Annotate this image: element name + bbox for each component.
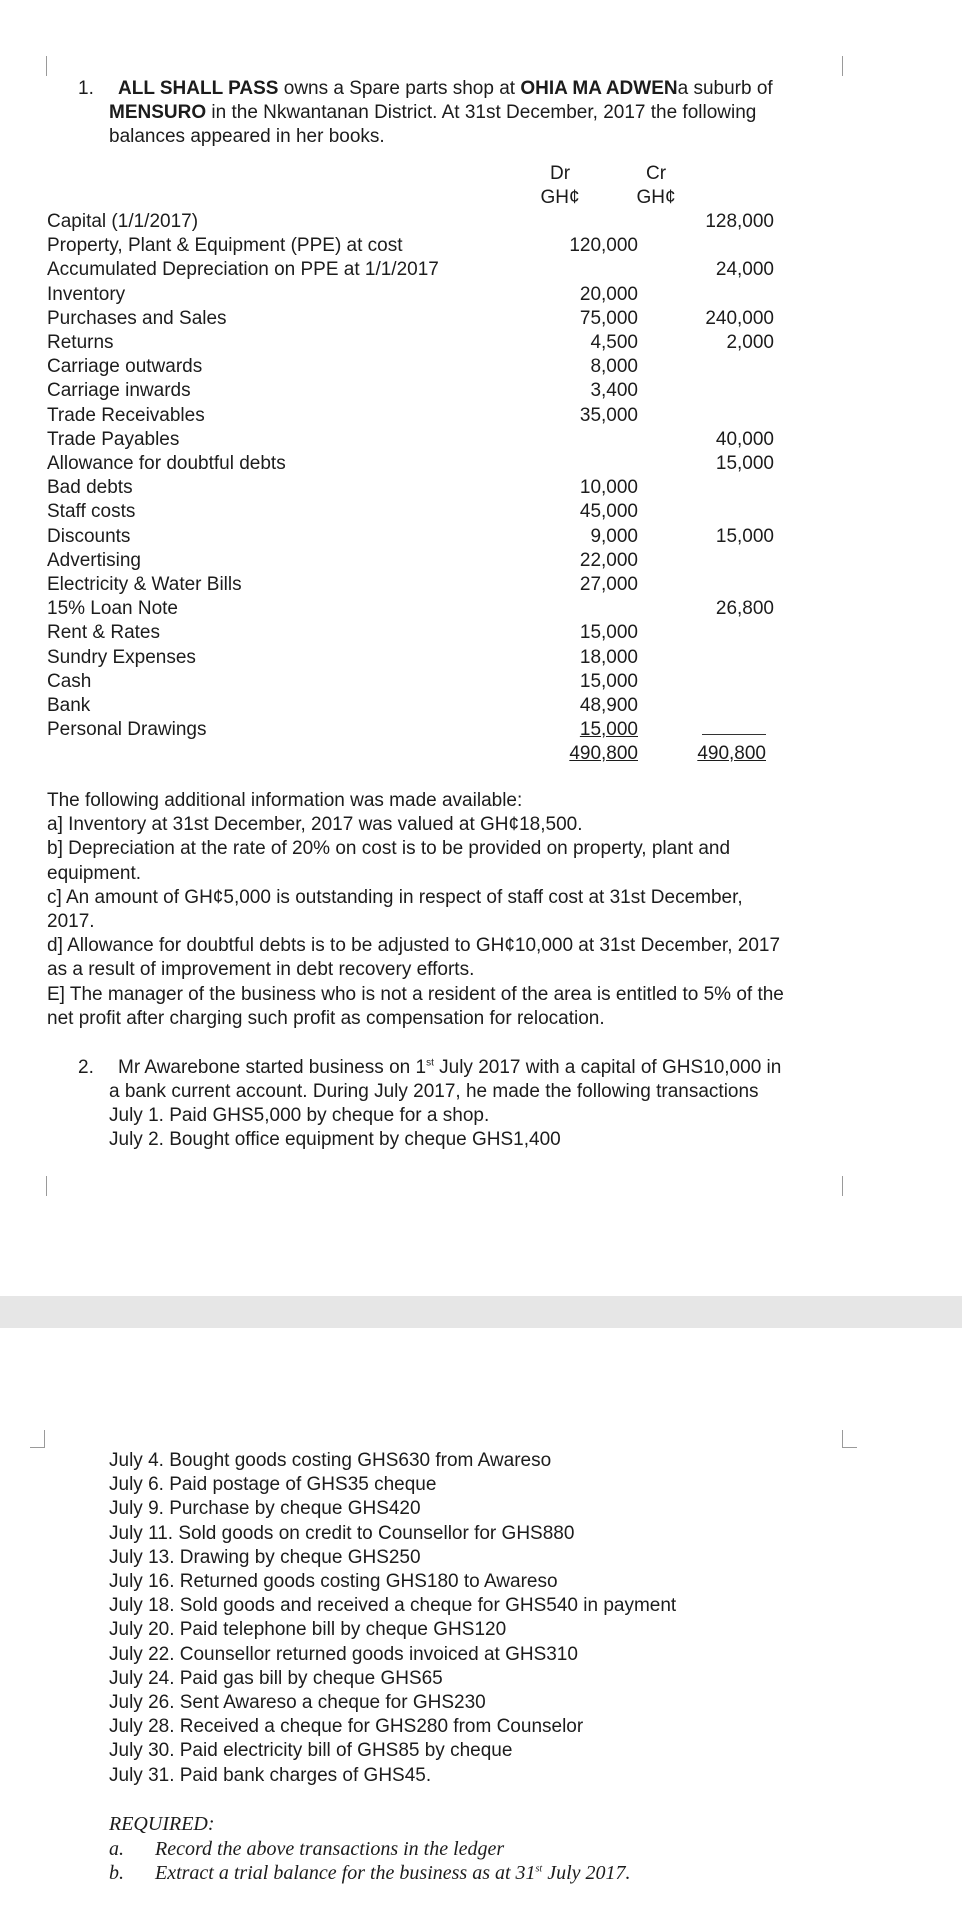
tb-row-label: Trade Receivables bbox=[47, 404, 205, 426]
transaction-line: July 2. Bought office equipment by cheque GHS1,400 bbox=[109, 1129, 561, 1150]
tb-row-credit: 240,000 bbox=[705, 307, 774, 329]
credit-column-header: Cr bbox=[645, 163, 667, 184]
tb-row-debit: 18,000 bbox=[579, 646, 638, 668]
tb-row-debit: 15,000 bbox=[579, 670, 638, 692]
debit-column-header: Dr bbox=[549, 163, 571, 184]
tb-row-credit: 40,000 bbox=[715, 428, 774, 450]
tb-row-label: Inventory bbox=[47, 283, 126, 305]
additional-info-line: b] Depreciation at the rate of 20% on cost is to be provided on property, plant and bbox=[47, 838, 731, 860]
tb-row-debit: 10,000 bbox=[579, 477, 638, 499]
transaction-line: July 4. Bought goods costing GHS630 from Awareso bbox=[109, 1450, 552, 1471]
tb-row-debit: 9,000 bbox=[590, 525, 638, 547]
crop-mark-top-left bbox=[46, 56, 47, 76]
tb-row-debit: 45,000 bbox=[579, 501, 638, 523]
tb-row-credit: 15,000 bbox=[715, 453, 774, 474]
transaction-line: July 20. Paid telephone bill by cheque GHS120 bbox=[109, 1619, 507, 1641]
additional-info-line: a] Inventory at 31st December, 2017 was valued at GH¢18,500. bbox=[47, 814, 583, 836]
transaction-line: July 24. Paid gas bill by cheque GHS65 bbox=[109, 1667, 443, 1689]
credit-total: 490,800 bbox=[697, 743, 766, 764]
tb-row-label: Capital (1/1/2017) bbox=[47, 211, 199, 232]
tb-row-label: Electricity & Water Bills bbox=[47, 574, 242, 595]
credit-total-overline bbox=[702, 734, 766, 735]
tb-row-debit: 20,000 bbox=[579, 283, 638, 305]
additional-info-line: E] The manager of the business who is not a resident of the area is entitled to 5% of the bbox=[47, 983, 784, 1005]
credit-column-unit: GH¢ bbox=[636, 187, 676, 208]
crop-mark-top-right bbox=[842, 56, 843, 76]
tb-row-debit: 35,000 bbox=[579, 404, 638, 426]
tb-row-label: 15% Loan Note bbox=[47, 598, 178, 620]
tb-row-credit: 2,000 bbox=[726, 332, 774, 353]
additional-info-line: equipment. bbox=[47, 862, 142, 884]
tb-row-credit: 128,000 bbox=[705, 211, 774, 232]
debit-total: 490,800 bbox=[569, 743, 638, 764]
tb-row-debit: 48,900 bbox=[579, 695, 638, 716]
transaction-line: July 22. Counsellor returned goods invoiced at GHS310 bbox=[109, 1643, 578, 1665]
crop-mark-2-top-left-h bbox=[30, 1447, 45, 1448]
crop-mark-bottom-left bbox=[46, 1176, 47, 1196]
transaction-line: July 9. Purchase by cheque GHS420 bbox=[109, 1498, 421, 1520]
transaction-line: July 28. Received a cheque for GHS280 from Counselor bbox=[109, 1716, 584, 1738]
tb-row-debit: 15,000 bbox=[579, 622, 638, 644]
question-2-number: 2. bbox=[78, 1057, 94, 1078]
transaction-line: July 11. Sold goods on credit to Counsellor for GHS880 bbox=[109, 1522, 575, 1544]
tb-row-credit: 26,800 bbox=[715, 598, 774, 620]
document-page-2 bbox=[0, 1328, 962, 1920]
tb-row-label: Sundry Expenses bbox=[47, 646, 196, 668]
additional-info-line: The following additional information was made available: bbox=[47, 790, 523, 811]
tb-row-label: Property, Plant & Equipment (PPE) at cost bbox=[47, 235, 403, 257]
tb-row-label: Personal Drawings bbox=[47, 719, 207, 741]
tb-row-debit: 22,000 bbox=[579, 549, 638, 571]
crop-mark-2-top-right-h bbox=[842, 1447, 857, 1448]
debit-column-unit: GH¢ bbox=[540, 187, 580, 208]
tb-row-label: Rent & Rates bbox=[47, 622, 160, 644]
requirement-b-text: Extract a trial balance for the business as at 31st July 2017. bbox=[155, 1862, 631, 1884]
tb-row-credit: 24,000 bbox=[715, 259, 774, 281]
additional-info-line: 2017. bbox=[47, 911, 95, 932]
tb-row-debit: 3,400 bbox=[590, 380, 638, 402]
transaction-line: July 18. Sold goods and received a cheque for GHS540 in payment bbox=[109, 1595, 677, 1617]
tb-row-debit: 120,000 bbox=[569, 235, 638, 257]
tb-row-label: Bank bbox=[47, 695, 91, 716]
tb-row-label: Advertising bbox=[47, 549, 141, 571]
question-1-intro-line-1: ALL SHALL PASS owns a Spare parts shop at OHIA MA ADWENa suburb of bbox=[118, 78, 773, 99]
tb-row-label: Accumulated Depreciation on PPE at 1/1/2017 bbox=[47, 259, 439, 281]
question-2-intro-line-1: Mr Awarebone started business on 1st July 2017 with a capital of GHS10,000 in bbox=[118, 1057, 782, 1078]
tb-row-label: Staff costs bbox=[47, 501, 136, 523]
question-1-intro-line-3: balances appeared in her books. bbox=[109, 126, 385, 147]
tb-row-debit: 8,000 bbox=[590, 356, 638, 378]
tb-row-credit: 15,000 bbox=[715, 525, 774, 547]
transaction-line: July 13. Drawing by cheque GHS250 bbox=[109, 1546, 421, 1568]
tb-row-debit: 15,000 bbox=[579, 719, 638, 741]
tb-row-debit: 4,500 bbox=[590, 332, 638, 353]
additional-info-line: as a result of improvement in debt recovery efforts. bbox=[47, 959, 475, 981]
tb-row-label: Trade Payables bbox=[47, 428, 180, 450]
question-1-intro-line-2: MENSURO in the Nkwantanan District. At 31st December, 2017 the following bbox=[109, 102, 757, 123]
question-1-number: 1. bbox=[78, 78, 94, 99]
transaction-line: July 6. Paid postage of GHS35 cheque bbox=[109, 1474, 437, 1496]
requirement-a-text: Record the above transactions in the ledger bbox=[155, 1838, 505, 1860]
page-separator bbox=[0, 1296, 962, 1328]
question-2-intro-line-2: a bank current account. During July 2017, he made the following transactions bbox=[109, 1081, 759, 1102]
additional-info-line: c] An amount of GH¢5,000 is outstanding in respect of staff cost at 31st December, bbox=[47, 886, 743, 908]
additional-info-line: net profit after charging such profit as compensation for relocation. bbox=[47, 1007, 605, 1029]
tb-row-debit: 75,000 bbox=[579, 307, 638, 329]
requirement-a-marker: a. bbox=[109, 1838, 124, 1860]
tb-row-label: Returns bbox=[47, 332, 114, 353]
tb-row-label: Discounts bbox=[47, 525, 131, 547]
crop-mark-2-top-right-v bbox=[842, 1430, 843, 1448]
transaction-line: July 26. Sent Awareso a cheque for GHS230 bbox=[109, 1692, 486, 1713]
transaction-line: July 16. Returned goods costing GHS180 to Awareso bbox=[109, 1571, 558, 1592]
tb-row-label: Cash bbox=[47, 670, 92, 692]
additional-info-line: d] Allowance for doubtful debts is to be adjusted to GH¢10,000 at 31st December, 2017 bbox=[47, 935, 781, 957]
tb-row-label: Carriage inwards bbox=[47, 380, 191, 402]
transaction-line: July 30. Paid electricity bill of GHS85 by cheque bbox=[109, 1740, 513, 1762]
tb-row-debit: 27,000 bbox=[579, 574, 638, 595]
tb-row-label: Allowance for doubtful debts bbox=[47, 453, 286, 474]
required-label: REQUIRED: bbox=[109, 1813, 215, 1835]
crop-mark-2-top-left-v bbox=[44, 1430, 45, 1448]
tb-row-label: Carriage outwards bbox=[47, 356, 203, 378]
transaction-line: July 1. Paid GHS5,000 by cheque for a shop. bbox=[109, 1105, 490, 1126]
requirement-b-marker: b. bbox=[109, 1862, 124, 1884]
transaction-line: July 31. Paid bank charges of GHS45. bbox=[109, 1764, 432, 1786]
crop-mark-bottom-right bbox=[842, 1176, 843, 1196]
tb-row-label: Bad debts bbox=[47, 477, 133, 499]
tb-row-label: Purchases and Sales bbox=[47, 307, 227, 329]
